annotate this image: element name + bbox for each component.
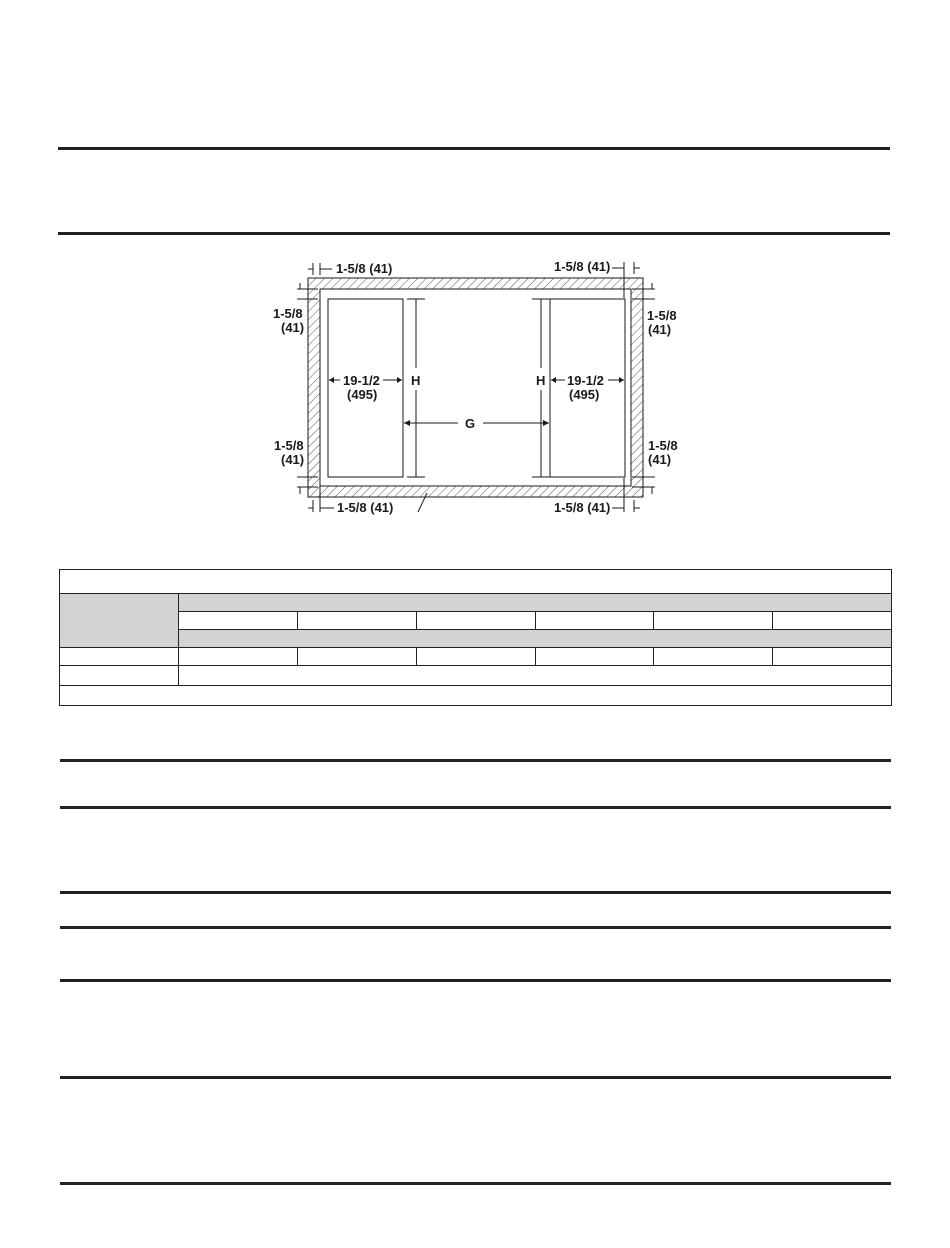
door-width-mm-right: (495) [569, 387, 600, 402]
height-label-left: H [411, 373, 421, 388]
dim-right-lower-frac: 1-5/8 [648, 438, 678, 453]
table-header-cell [653, 611, 773, 630]
door-width-frac-left: 19-1/2 [343, 373, 380, 388]
table-header-cell [178, 611, 298, 630]
table-footer-row [59, 685, 892, 706]
dim-left-upper-mm: (41) [281, 320, 305, 335]
table-header-cell [416, 611, 536, 630]
table-header-group [178, 593, 892, 612]
section-rule-7 [60, 979, 891, 982]
table-header-cell [535, 611, 654, 630]
height-dimension-right [532, 299, 550, 477]
dim-top-right-label: 1-5/8 (41) [554, 259, 611, 274]
door-width-frac-right: 19-1/2 [567, 373, 604, 388]
table-cell [653, 647, 773, 666]
table-title-row [59, 569, 892, 594]
table-header-subgroup [178, 629, 892, 648]
table-cell [535, 647, 654, 666]
gap-label: G [465, 416, 476, 431]
table-cell [297, 647, 417, 666]
table-cell [772, 647, 892, 666]
dim-right-upper-frac: 1-5/8 [647, 308, 677, 323]
spec-table [59, 569, 892, 706]
table-row-label [59, 665, 179, 686]
section-rule-9 [60, 1182, 891, 1185]
dim-left-lower-frac: 1-5/8 [274, 438, 304, 453]
section-rule-3 [60, 759, 891, 762]
table-cell-wide [178, 665, 892, 686]
table-header-cell [772, 611, 892, 630]
gap-dimension [404, 420, 549, 426]
section-rule-8 [60, 1076, 891, 1079]
door-width-mm-left: (495) [347, 387, 378, 402]
dim-left-lower-mm: (41) [281, 452, 305, 467]
dim-top-left-label: 1-5/8 (41) [336, 261, 393, 276]
dim-right-lower-mm: (41) [648, 452, 672, 467]
table-row-label [59, 647, 179, 666]
dimension-diagram [0, 0, 950, 560]
dim-bottom-right-label: 1-5/8 (41) [554, 500, 611, 515]
dim-left-upper-frac: 1-5/8 [273, 306, 303, 321]
dim-right-upper-mm: (41) [648, 322, 672, 337]
height-label-right: H [536, 373, 546, 388]
table-header-cell [297, 611, 417, 630]
height-dimension-left [407, 299, 425, 477]
section-rule-4 [60, 806, 891, 809]
table-cell [178, 647, 298, 666]
section-rule-5 [60, 891, 891, 894]
table-cell [416, 647, 536, 666]
dim-bottom-left-label: 1-5/8 (41) [337, 500, 394, 515]
table-header-corner [59, 593, 179, 648]
section-rule-6 [60, 926, 891, 929]
